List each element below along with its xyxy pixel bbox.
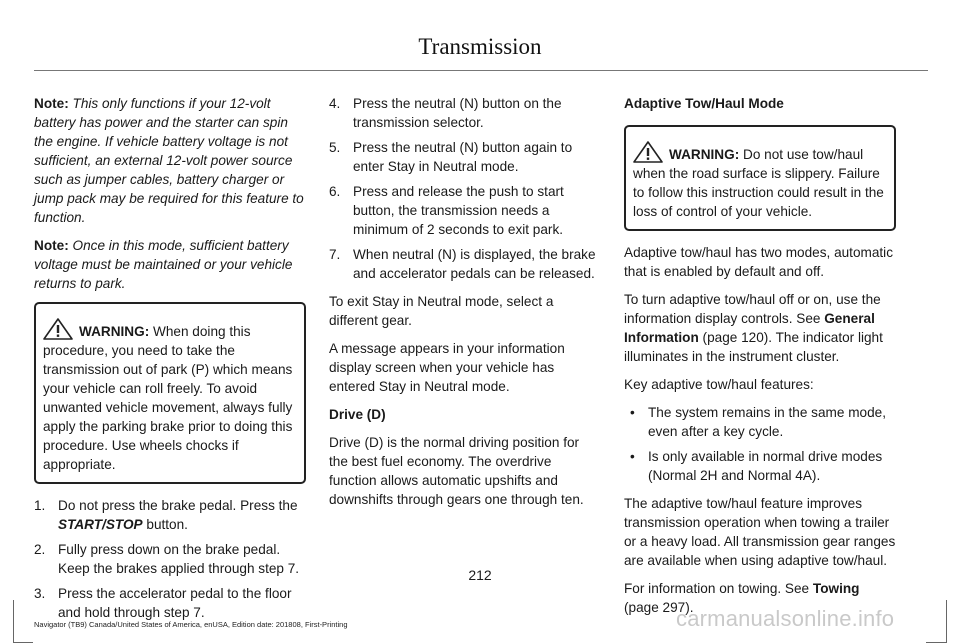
warning-triangle-icon: [633, 141, 663, 163]
bullet-icon: •: [630, 405, 635, 420]
section-heading-tow-haul: Adaptive Tow/Haul Mode: [624, 96, 784, 111]
list-item: 6. Press and release the push to start button, the transmission needs a minimum of 2 seconds to exit park.: [329, 184, 564, 237]
column-right: [624, 94, 896, 626]
warning-text: Do not use tow/haul when the road surface is slippery. Failure to follow this instruction could result in the loss of control of your vehicle.: [633, 147, 884, 219]
list-item: • Is only available in normal drive modes (Normal 2H and Normal 4A).: [630, 449, 883, 483]
page-number: 212: [468, 567, 492, 583]
tow-haul-modes-text: Adaptive tow/haul has two modes, automatic that is enabled by default and off.: [624, 245, 894, 279]
list-item: • The system remains in the same mode, even after a key cycle.: [630, 405, 886, 439]
edition-footer: Navigator (TB9) Canada/United States of America, enUSA, Edition date: 201808, First-Printing: [34, 620, 348, 629]
crop-mark-left: [13, 600, 14, 643]
column-middle: [329, 94, 601, 518]
bullet-icon: •: [630, 449, 635, 464]
tow-haul-toggle-text: To turn adaptive tow/haul off or on, use the information display controls. See General Information (page 120). The indicator light illuminates in the instrument cluster.: [624, 292, 883, 364]
note-battery: Note: This only functions if your 12-volt battery has power and the starter can spin the engine. If vehicle battery voltage is not sufficient, an external 12-volt power source such as jumper cables, battery charger or jump pack may be required for this feature to function.: [34, 96, 304, 225]
crop-mark-right: [946, 600, 947, 643]
warning-box-park: [34, 302, 306, 484]
list-item: 1. Do not press the brake pedal. Press the START/STOP button.: [34, 498, 298, 532]
tow-haul-benefit-text: The adaptive tow/haul feature improves transmission operation when towing a trailer or a heavy load. All transmission gear ranges are available when using adaptive tow/haul.: [624, 496, 896, 568]
list-item: 2. Fully press down on the brake pedal. Keep the brakes applied through step 7.: [34, 542, 300, 576]
list-item: 4. Press the neutral (N) button on the transmission selector.: [329, 96, 562, 130]
steps-list-1: [34, 496, 306, 622]
drive-text: Drive (D) is the normal driving position for the best fuel economy. The overdrive function allows automatic upshifts and downshifts through gears one through ten.: [329, 435, 584, 507]
steps-list-2: [329, 94, 601, 283]
list-item: 3. Press the accelerator pedal to the floor and hold through step 7.: [34, 586, 292, 620]
exit-neutral-text: To exit Stay in Neutral mode, select a different gear.: [329, 294, 554, 328]
warning-triangle-icon: [43, 318, 73, 340]
note-voltage: Note: Once in this mode, sufficient battery voltage must be maintained or your vehicle returns to park.: [34, 238, 293, 291]
page-title: Transmission: [418, 34, 542, 59]
drive-heading: Drive (D): [329, 407, 386, 422]
features-list: [624, 403, 896, 485]
list-item: 5. Press the neutral (N) button again to enter Stay in Neutral mode.: [329, 140, 573, 174]
message-text: A message appears in your information display screen when your vehicle has entered Stay in Neutral mode.: [329, 341, 565, 394]
list-item: 7. When neutral (N) is displayed, the brake and accelerator pedals can be released.: [329, 247, 596, 281]
key-features-label: Key adaptive tow/haul features:: [624, 377, 814, 392]
towing-link[interactable]: Towing: [812, 581, 860, 596]
warning-label: WARNING:: [669, 147, 740, 162]
watermark-url: carmanualsonline.info: [676, 606, 895, 631]
warning-text: When doing this procedure, you need to take the transmission out of park (P) which means your vehicle can roll freely. To avoid unwanted vehicle movement, always fully apply the parking brake prior to doing this procedure. Use wheels chocks if appropriate.: [43, 324, 293, 472]
general-information-link[interactable]: General Information: [624, 311, 875, 345]
warning-box-tow-haul: [624, 125, 896, 231]
towing-reference-text: For information on towing. See Towing (page 297).: [624, 581, 860, 615]
warning-label: WARNING:: [79, 324, 150, 339]
column-left: [34, 94, 306, 631]
header-divider: [34, 70, 928, 71]
